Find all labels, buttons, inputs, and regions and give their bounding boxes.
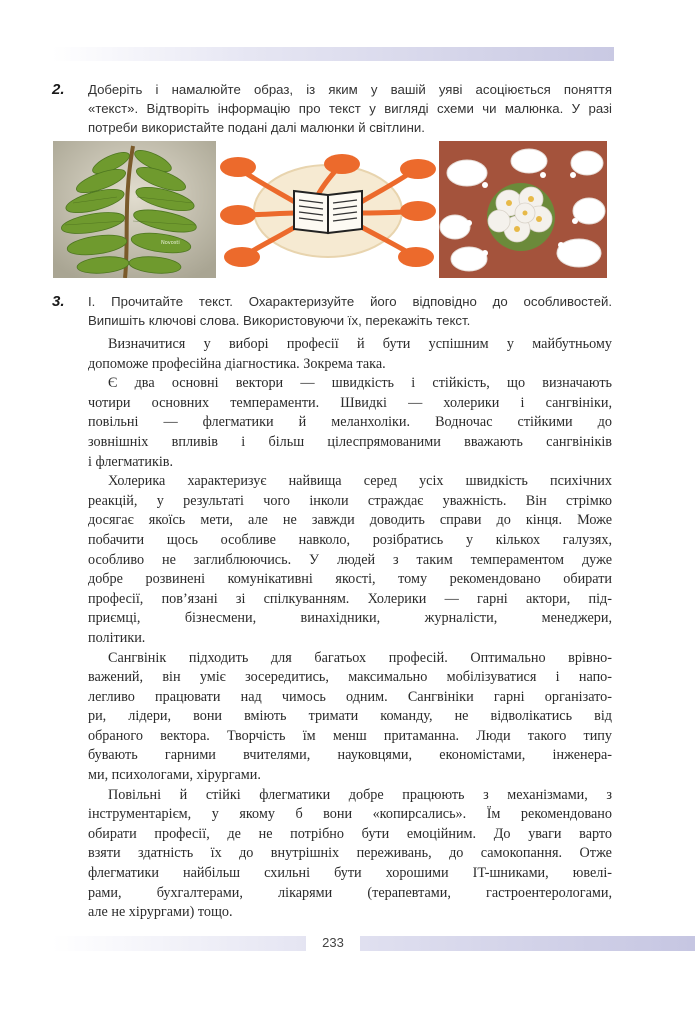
task-3-number: 3. [52, 293, 65, 310]
flower-bubbles-picture [439, 141, 607, 278]
text-line: повільні — флегматики й меланхоліки. Водночас стійкими до [88, 414, 612, 431]
text-line: політики. [88, 629, 146, 646]
text-line: реакцій, у результаті чого інколи страждає уважність. Він стрімко [88, 492, 612, 509]
page-number: 233 [306, 933, 360, 953]
text-line: побачити щось особливе навколо, розібратись у кількох галузях, [88, 531, 612, 548]
task-2-line: «текст». Відтворіть інформацію про текст у вигляді схеми чи малюнка. У разі [88, 101, 612, 116]
task-2-line: потреби використайте подані далі малюнки й світлини. [88, 120, 425, 135]
plant-watermark: Novosti [161, 240, 180, 246]
text-line: обраного вектора. Творчість їм менш притаманна. Люди такого типу [88, 727, 612, 744]
text-line: флегматики найбільш схильні бути хорошими IT-шниками, ювелі- [88, 865, 612, 882]
book-scheme-illustration [220, 153, 436, 268]
text-line: чотири основних темпераменти. Швидкі — холерики і сангвініки, [88, 394, 612, 411]
text-line: добре розвинені комунікативні якості, тому рекомендовано обирати [88, 571, 612, 588]
task-3-line: Випишіть ключові слова. Використовуючи їх, перекажіть текст. [88, 313, 471, 328]
text-line: ри, лідери, вони вміють тримати команду, не відволікатись від [88, 708, 612, 725]
text-line: обирати професії, де не потрібно бути емоційним. До уваги варто [88, 825, 612, 842]
text-line: взяти здатність їх до внутрішніх переживань, до самокопання. Отже [88, 845, 612, 862]
text-line: професії, пов’язані зі спілкуванням. Холерики — гарні актори, під- [88, 590, 612, 607]
text-line: і флегматиків. [88, 453, 174, 470]
text-line: допоможе професійна діагностика. Зокрема така. [88, 355, 386, 372]
text-line: важений, він уміє зосередитись, максимально мобілізуватися і напо- [88, 669, 612, 686]
task-3-text [88, 292, 612, 330]
text-line: інструментарієм, у якому б вони «копирсались». Їм рекомендовано [88, 806, 612, 823]
text-line: бувають гарними вчителями, науковцями, економістами, інженера- [88, 747, 612, 764]
text-line: Повільні й стійкі флегматики добре працюють з механізмами, з [108, 786, 612, 803]
reading-text [88, 335, 612, 923]
text-line: приємці, бізнесмени, винахідники, журналісти, менеджери, [88, 610, 612, 627]
top-decorative-bar [52, 47, 614, 61]
bottom-decorative-bar [52, 936, 695, 951]
task-2-line: Доберіть і намалюйте образ, із яким у вашій уяві асоціюється поняття [88, 82, 612, 97]
plant-illustration [53, 141, 216, 278]
task-3-line: І. Прочитайте текст. Охарактеризуйте його відповідно до особливостей. [88, 294, 612, 309]
text-line: але не хірургами) тощо. [88, 904, 233, 921]
plant-photo [53, 141, 216, 278]
text-line: рами, бухгалтерами, лікарями (терапевтами, гастроентерологами, [88, 884, 612, 901]
text-line: легливо працювати над чимось одним. Сангвініки гарні організато- [88, 688, 612, 705]
text-line: Холерика характеризує найвища серед усіх швидкість психічних [108, 473, 612, 490]
text-line: досягає якоїсь мети, але не завжди доводить справи до кінця. Може [88, 512, 612, 529]
text-line: ми, психологами, хірургами. [88, 767, 261, 784]
flower-bubbles-illustration [439, 141, 607, 278]
text-line: особливо не заглиблюючись. У людей з таким темпераментом дуже [88, 551, 612, 568]
text-line: Визначитися у виборі професії й бути успішним у майбутньому [108, 336, 612, 352]
text-line: Є два основні вектори — швидкість і стійкість, що визначають [108, 375, 612, 392]
task-2-number: 2. [52, 81, 65, 98]
book-scheme-picture [220, 153, 436, 268]
text-line: Сангвінік підходить для багатьох професій. Оптимально врівно- [108, 649, 612, 666]
task-2-text [88, 80, 612, 137]
text-line: зовнішніх впливів і більш цілеспрямованими вважають сангвініків [88, 433, 612, 450]
